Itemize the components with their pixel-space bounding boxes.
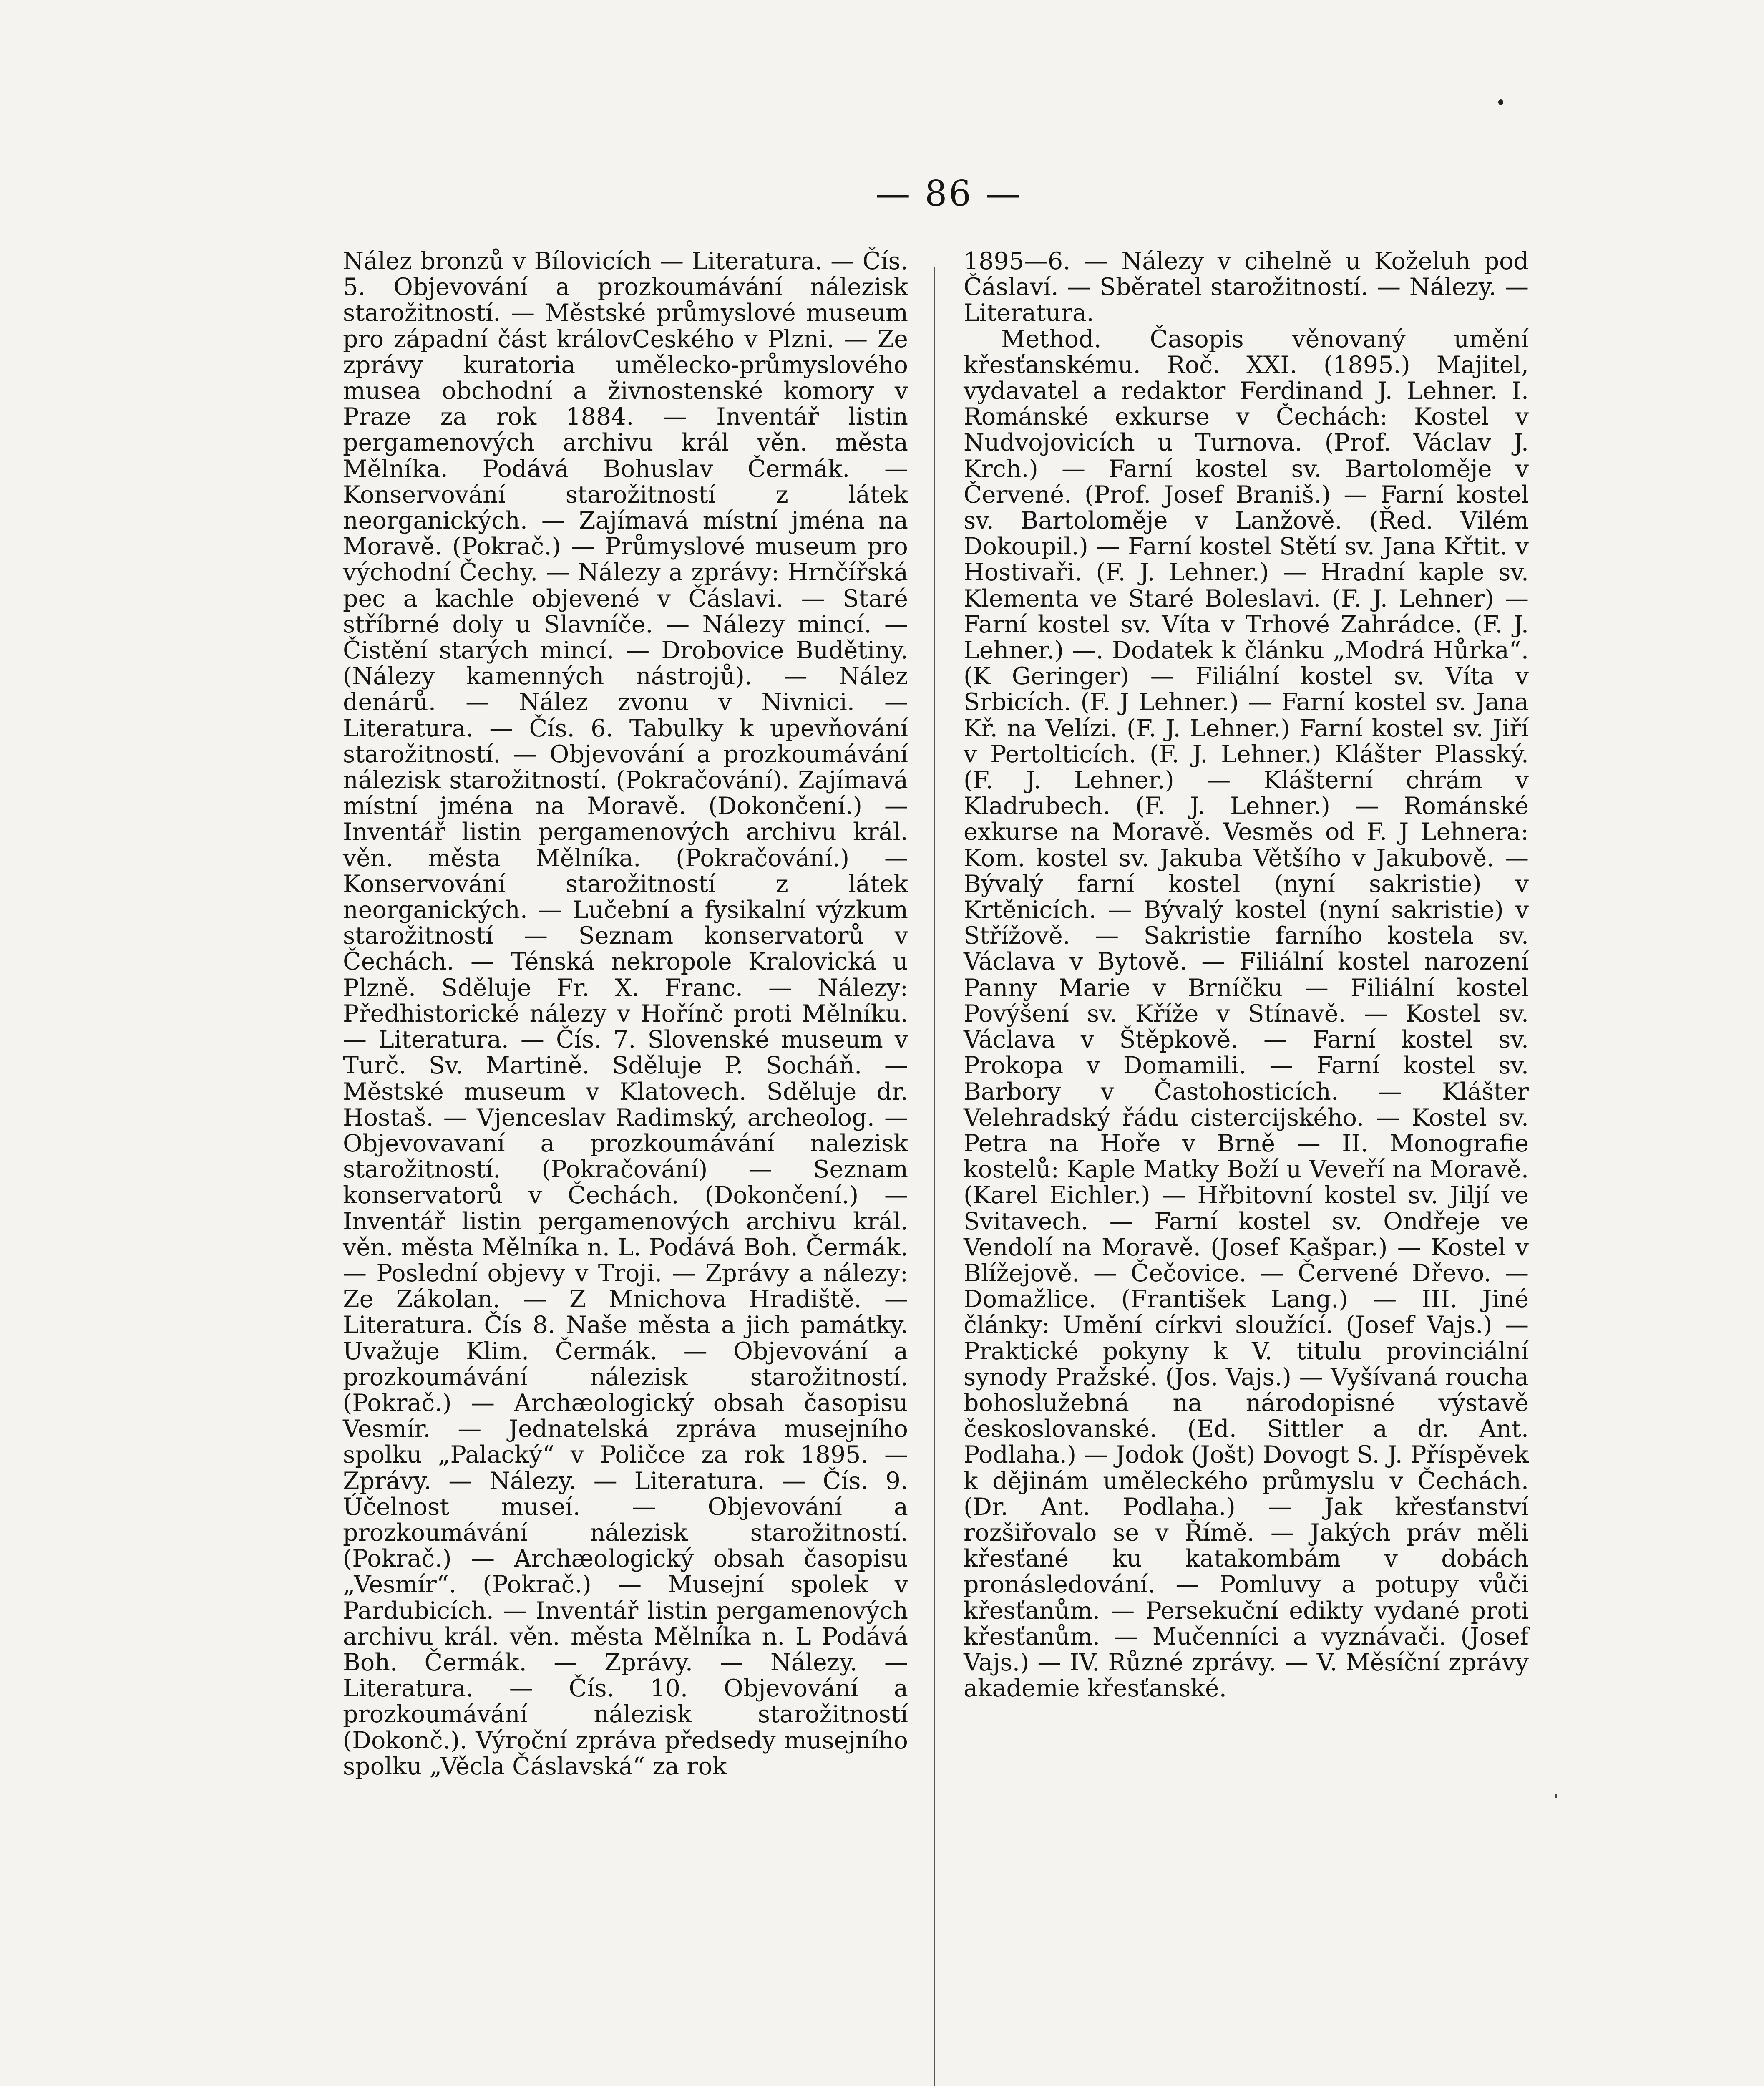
ink-dot xyxy=(1498,99,1503,105)
right-column xyxy=(964,248,1529,1701)
column-divider xyxy=(934,267,935,2086)
page-number: — 86 — xyxy=(875,173,1022,214)
ink-speck xyxy=(1555,1794,1557,1798)
left-column xyxy=(343,248,908,1779)
left-column-text: Nález bronzů v Bílovicích — Literatura. — Čís. 5. Objevování a prozkoumávání nálezisk starožitností. — Městské průmyslové museum pro západní část královCeského v Plzni. — Ze zprávy kuratoria umělecko-průmyslového musea obchodní a živnostenské komory v Praze za rok 1884. — Inventář listin pergamenových archivu král věn. města Mělníka. Podává Bohuslav Čermák. — Konservování starožitností z látek neorganických. — Zajímavá místní jména na Moravě. (Pokrač.) — Průmyslové museum pro východní Čechy. — Nálezy a zprávy: Hrnčířská pec a kachle objevené v Čáslavi. — Staré stříbrné doly u Slavníče. — Nálezy mincí. — Čistění starých mincí. — Drobovice Budětiny. (Nálezy kamenných nástrojů). — Nález denárů. — Nález zvonu v Nivnici. — Literatura. — Čís. 6. Tabulky k upevňování starožitností. — Objevování a prozkoumávání nálezisk starožitností. (Pokračování). Zajímavá místní jména na Moravě. (Dokončení.) — Inventář listin pergamenových archivu král. věn. města Mělníka. (Pokračování.) — Konservování starožitností z látek neorganických. — Lučební a fysikalní výzkum starožitností — Seznam konservatorů v Čechách. — Ténská nekropole Kralovická u Plzně. Sděluje Fr. X. Franc. — Nálezy: Předhistorické nálezy v Hořínč proti Mělníku. — Literatura. — Čís. 7. Slovenské museum v Turč. Sv. Martině. Sděluje P. Socháň. — Městské museum v Klatovech. Sděluje dr. Hostaš. — Vjenceslav Radimský, archeolog. — Objevovavaní a prozkoumávání nalezisk starožitností. (Pokračování) — Seznam konservatorů v Čechách. (Dokončení.) — Inventář listin pergamenových archivu král. věn. města Mělníka n. L. Podává Boh. Čermák. — Poslední objevy v Troji. — Zprávy a nálezy: Ze Zákolan. — Z Mnichova Hradiště. — Literatura. Čís 8. Naše města a jich památky. Uvažuje Klim. Čermák. — Objevování a prozkoumávání nálezisk starožitností. (Pokrač.) — Archæologický obsah časopisu Vesmír. — Jednatelská zpráva musejního spolku „Palacký“ v Poličce za rok 1895. — Zprávy. — Nálezy. — Literatura. — Čís. 9. Účelnost museí. — Objevování a prozkoumávání nálezisk starožitností. (Pokrač.) — Archæologický obsah časopisu „Vesmír“. (Pokrač.) — Musejní spolek v Pardubicích. — Inventář listin pergamenových archivu král. věn. města Mělníka n. L Podává Boh. Čermák. — Zprávy. — Nálezy. — Literatura. — Čís. 10. Objevování a prozkoumávání nálezisk starožitností (Dokonč.). Výroční zpráva předsedy musejního spolku „Věcla Čáslavská“ za rok xyxy=(343,247,908,1780)
right-column-text-2: Method. Časopis věnovaný umění křesťanskému. Roč. XXI. (1895.) Majitel, vydavatel a redaktor Ferdinand J. Lehner. I. Románské exkurse v Čechách: Kostel v Nudvojovicích u Turnova. (Prof. Václav J. Krch.) — Farní kostel sv. Bartoloměje v Červené. (Prof. Josef Braniš.) — Farní kostel sv. Bartoloměje v Lanžově. (Řed. Vilém Dokoupil.) — Farní kostel Stětí sv. Jana Křtit. v Hostivaři. (F. J. Lehner.) — Hradní kaple sv. Klementa ve Staré Boleslavi. (F. J. Lehner) — Farní kostel sv. Víta v Trhové Zahrádce. (F. J. Lehner.) —. Dodatek k článku „Modrá Hůrka“. (K Geringer) — Filiální kostel sv. Víta v Srbicích. (F. J Lehner.) — Farní kostel sv. Jana Kř. na Velízi. (F. J. Lehner.) Farní kostel sv. Jiří v Pertolticích. (F. J. Lehner.) Klášter Plasský. (F. J. Lehner.) — Klášterní chrám v Kladrubech. (F. J. Lehner.) — Románské exkurse na Moravě. Vesměs od F. J Lehnera: Kom. kostel sv. Jakuba Většího v Jakubově. — Bývalý farní kostel (nyní sakristie) v Krtěnicích. — Bývalý kostel (nyní sakristie) v Střížově. — Sakristie farního kostela sv. Václava v Bytově. — Filiální kostel narození Panny Marie v Brníčku — Filiální kostel Povýšení sv. Kříže v Stínavě. — Kostel sv. Václava v Štěpkově. — Farní kostel sv. Prokopa v Domamili. — Farní kostel sv. Barbory v Častohosticích. — Klášter Velehradský řádu cistercijského. — Kostel sv. Petra na Hoře v Brně — II. Monografie kostelů: Kaple Matky Boží u Veveří na Moravě. (Karel Eichler.) — Hřbitovní kostel sv. Jiljí ve Svitavech. — Farní kostel sv. Ondřeje ve Vendolí na Moravě. (Josef Kašpar.) — Kostel v Blížejově. — Čečovice. — Červené Dřevo. — Domažlice. (František Lang.) — III. Jiné články: Umění církvi sloužící. (Josef Vajs.) — Praktické pokyny k V. titulu provinciální synody Pražské. (Jos. Vajs.) — Vyšívaná roucha bohoslužebná na národopisné výstavě českoslovanské. (Ed. Sittler a dr. Ant. Podlaha.) — Jodok (Jošt) Dovogt S. J. Příspěvek k dějinám uměleckého průmyslu v Čechách. (Dr. Ant. Podlaha.) — Jak křesťanství rozšiřovalo se v Římě. — Jakých práv měli křesťané ku katakombám v dobách pronásledování. — Pomluvy a potupy vůči křesťanům. — Persekuční edikty vydané proti křesťanům. — Mučenníci a vyznávači. (Josef Vajs.) — IV. Různé zprávy. — V. Měsíční zprávy akademie křesťanské. xyxy=(964,325,1529,1703)
right-column-text-1: 1895—6. — Nálezy v cihelně u Koželuh pod Čáslaví. — Sběratel starožitností. — Nálezy. — Literatura. xyxy=(964,247,1529,327)
